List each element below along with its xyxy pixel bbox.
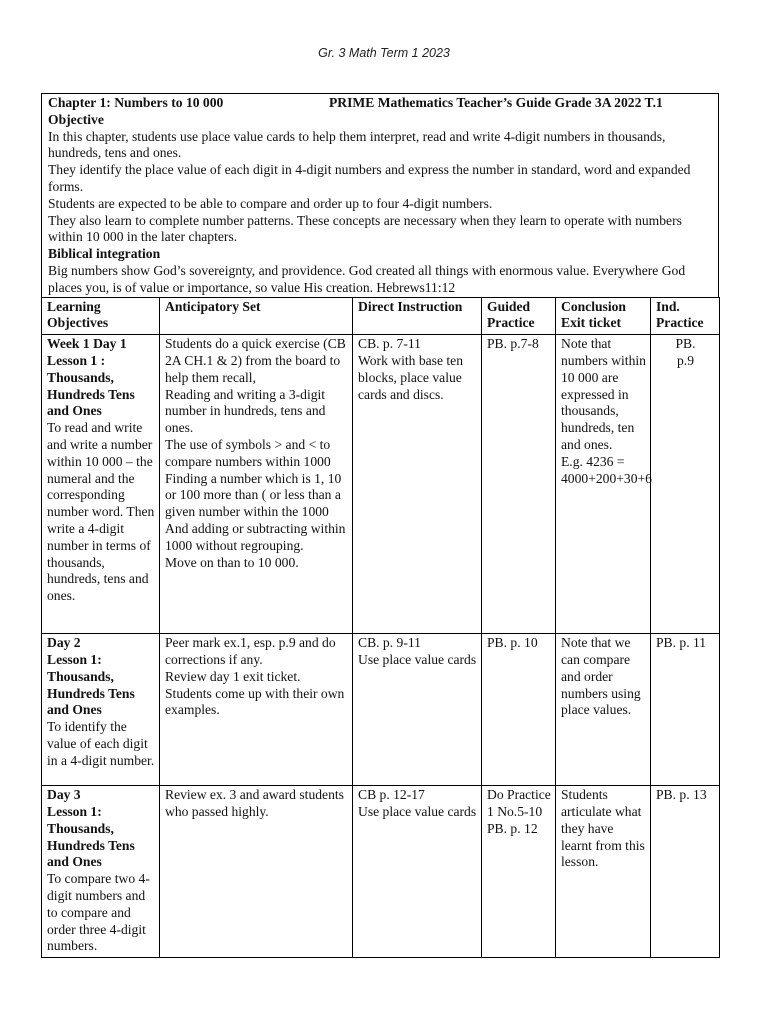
learning-objectives-cell	[42, 634, 160, 786]
anticipatory-item: Move on than to 10 000.	[165, 554, 299, 570]
anticipatory-item: Students do a quick exercise (CB 2A CH.1 & 2) from the board to help them recall,	[165, 336, 346, 385]
anticipatory-item: Finding a number which is 1, 10 or 100 more than ( or less than a given number within the 1000	[165, 470, 342, 520]
page-header: Gr. 3 Math Term 1 2023	[318, 46, 450, 60]
conclusion-item: Note that we can compare and order numbers using place values.	[561, 635, 641, 718]
anticipatory-item: Reading and writing a 3-digit number in hundreds, tens and ones.	[165, 386, 326, 436]
header-guided-practice: Guided Practice	[482, 297, 556, 335]
independent-item: PB. p. 13	[656, 787, 707, 803]
direct-instruction-cell	[353, 634, 482, 786]
lesson-plan-sheet	[41, 93, 719, 958]
biblical-text: Big numbers show God’s sovereignty, and providence. God created all things with enormous value. Everywhere God places you, is of value or importance, so value His creation. Hebrews11:12	[48, 262, 686, 295]
anticipatory-item: Review day 1 exit ticket.	[165, 668, 301, 684]
direct-instruction-cell	[353, 335, 482, 634]
lesson-table	[41, 297, 720, 959]
objective-text: To read and write and write a number within 10 000 – the numeral and the corresponding number word. Then write a 4-digit number in terms of thousands, hundreds, tens and ones.	[47, 420, 155, 604]
lesson-label: Hundreds Tens	[47, 386, 135, 402]
direct-item: Use place value cards	[358, 803, 477, 819]
chapter-title: Chapter 1: Numbers to 10 000	[48, 95, 224, 110]
lesson-label: Thousands,	[47, 668, 114, 684]
lesson-label: Hundreds Tens	[47, 685, 135, 701]
guided-item: Do Practice 1 No.5-10	[487, 787, 551, 819]
table-row	[42, 335, 720, 634]
anticipatory-set-cell	[160, 335, 353, 634]
guided-item: PB. p. 12	[487, 820, 538, 836]
lesson-label: Thousands,	[47, 369, 114, 385]
lesson-label: Lesson 1:	[47, 803, 102, 819]
direct-item: CB. p. 7-11	[358, 336, 421, 352]
table-row	[42, 786, 720, 958]
objective-paragraph: They identify the place value of each digit in 4-digit numbers and express the number in standard, word and expanded forms.	[48, 162, 691, 194]
guided-item: PB. p.7-8	[487, 336, 539, 352]
table-row	[42, 634, 720, 786]
guided-practice-cell	[482, 786, 556, 958]
objective-paragraph: They also learn to complete number patterns. These concepts are necessary when they learn to operate with numbers within 10 000 in the later chapters.	[48, 212, 682, 245]
anticipatory-set-cell	[160, 634, 353, 786]
objective-paragraph: In this chapter, students use place value cards to help them interpret, read and write 4-digit numbers in thousands, hundreds, tens and ones.	[48, 128, 666, 161]
anticipatory-item: Review ex. 3 and award students who passed highly.	[165, 787, 344, 819]
guide-title: PRIME Mathematics Teacher’s Guide Grade 3A 2022 T.1	[329, 95, 663, 110]
direct-item: Work with base ten blocks, place value cards and discs.	[358, 352, 463, 402]
lesson-label: Day 2	[47, 635, 81, 651]
direct-instruction-cell	[353, 786, 482, 958]
conclusion-cell	[556, 786, 651, 958]
learning-objectives-cell	[42, 335, 160, 634]
objective-text: To compare two 4-digit numbers and to compare and order three 4-digit numbers.	[47, 871, 150, 954]
header-conclusion-exit-ticket: Conclusion Exit ticket	[556, 297, 651, 335]
direct-item: Use place value cards	[358, 651, 477, 667]
conclusion-cell	[556, 634, 651, 786]
lesson-label: Lesson 1:	[47, 651, 102, 667]
chapter-intro	[41, 93, 719, 297]
table-header-row	[42, 297, 720, 335]
title-row	[48, 95, 713, 112]
learning-objectives-cell	[42, 786, 160, 958]
biblical-heading: Biblical integration	[48, 246, 161, 262]
guided-practice-cell	[482, 634, 556, 786]
conclusion-item: Students articulate what they have learnt from this lesson.	[561, 787, 645, 870]
lesson-label: and Ones	[47, 403, 102, 419]
independent-practice-cell	[651, 786, 720, 958]
independent-practice-cell	[651, 634, 720, 786]
lesson-label: Day 3	[47, 787, 81, 803]
conclusion-item: E.g. 4236 = 4000+200+30+6	[561, 453, 652, 486]
header-learning-objectives: Learning Objectives	[42, 297, 160, 335]
conclusion-item: Note that numbers within 10 000 are expressed in thousands, hundreds, ten and ones.	[561, 336, 646, 452]
lesson-label: Hundreds Tens	[47, 837, 135, 853]
independent-item: p.9	[677, 352, 694, 368]
lesson-label: and Ones	[47, 854, 102, 870]
direct-item: CB p. 12-17	[358, 787, 425, 803]
independent-item: PB.	[675, 336, 696, 352]
header-independent-practice: Ind. Practice	[651, 297, 720, 335]
header-direct-instruction: Direct Instruction	[353, 297, 482, 335]
conclusion-cell	[556, 335, 651, 634]
guided-item: PB. p. 10	[487, 635, 538, 651]
objective-heading: Objective	[48, 111, 104, 127]
guided-practice-cell	[482, 335, 556, 634]
objective-text: To identify the value of each digit in a 4-digit number.	[47, 719, 155, 768]
anticipatory-set-cell	[160, 786, 353, 958]
objective-paragraph: Students are expected to be able to compare and order up to four 4-digit numbers.	[48, 195, 493, 211]
anticipatory-item: Peer mark ex.1, esp. p.9 and do corrections if any.	[165, 635, 336, 667]
lesson-label: Thousands,	[47, 820, 114, 836]
header-anticipatory-set: Anticipatory Set	[160, 297, 353, 335]
lesson-label: Week 1 Day 1	[47, 336, 127, 352]
independent-practice-cell	[651, 335, 720, 634]
anticipatory-item: The use of symbols > and < to compare numbers within 1000	[165, 436, 331, 469]
independent-item: PB. p. 11	[656, 635, 707, 651]
anticipatory-item: Students come up with their own examples.	[165, 685, 345, 718]
direct-item: CB. p. 9-11	[358, 635, 421, 651]
anticipatory-item: And adding or subtracting within 1000 without regrouping.	[165, 520, 346, 553]
lesson-label: Lesson 1 :	[47, 352, 106, 368]
lesson-label: and Ones	[47, 702, 102, 718]
